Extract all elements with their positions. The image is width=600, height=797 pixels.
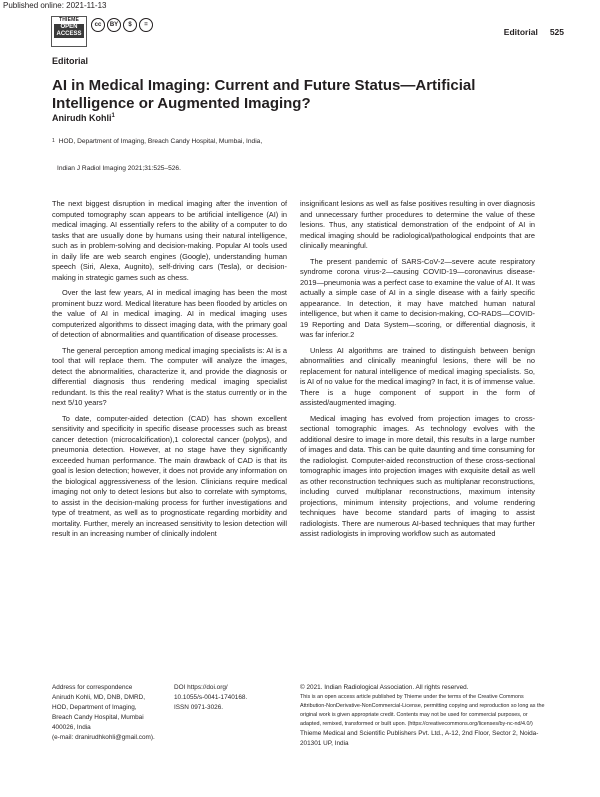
paragraph: Unless AI algorithms are trained to distinguish between benign abnormalities and clinically meaningful lesions, there will be no replacement for natural intelligence of medical imaging specialists. So, is AI of no value for the medical imaging? In fact, it is of immense value. There is a huge component of support in the form of assisted/augmented imaging. <box>300 345 535 407</box>
copyright-block <box>300 683 550 749</box>
correspondence-line: Anirudh Kohli, MD, DNB, DMRD, <box>52 694 146 701</box>
article-title: AI in Medical Imaging: Current and Future Status—Artificial Intelligence or Augmented Imaging? <box>52 77 476 112</box>
body-column-left <box>52 199 287 545</box>
correspondence-email: (e-mail: dranirudhkohli@gmail.com). <box>52 734 155 741</box>
issn: ISSN 0971-3026. <box>174 704 224 711</box>
paragraph: Medical imaging has evolved from projection images to cross-sectional tomographic images. As technology evolves with the additional desire to image in more detail, this results in a large number of images and data. This can be quite daunting and time consuming for the radiologist. Computer-aided reconstruction of these cross-sectional tomographic images into projection images with exquisite detail as well as other reconstruction techniques such as multiplanar reconstructions, including curved multiplanar reconstructions, maximum intensity projections, minimum intensity projections, and volume rendering techniques have become standard parts of imaging to assist radiologists. There are numerous AI-based techniques that may further assist radiologists in improving workflow such as automated <box>300 413 535 538</box>
author-affil-marker: 1 <box>111 113 115 119</box>
paragraph: The general perception among medical imaging specialists is: AI is a tool that will replace them. The computer will analyze the images, detect the abnormalities, characterize it, and provide the diagnosis or differential diagnosis thus rendering medical imaging specialist redundant. Is this the real reality? What is the status currently or in the next 5/10 years? <box>52 345 287 407</box>
affiliation-text: HOD, Department of Imaging, Breach Candy Hospital, Mumbai, India, <box>58 138 263 145</box>
published-date: Published online: 2021-11-13 <box>3 1 107 10</box>
section-label: Editorial <box>52 56 89 66</box>
affiliation <box>52 137 299 147</box>
correspondence-line: 400026, India <box>52 724 91 731</box>
paragraph: To date, computer-aided detection (CAD) has shown excellent sensitivity and specificity in specific disease processes such as breast cancer detection (microcalcification),1 colorectal cancer (polyps), and pneumonia detection. However, at no stage have they significantly exceeded human performance. The main drawback of CAD is that its goal is lesion detection; however, it does not provide any information on the biological aggressiveness of the lesion. Clinicians require medical imaging not only to detect lesions but also to correlate with symptoms, to assist in the decision-making process for further investigations and type of treatment, as well as to prognosticate regarding morbidity and mortality. Further, merely an increased sensitivity to lesion detection will result in an increasing number of clinically indolent <box>52 413 287 538</box>
doi-label: DOI <box>174 684 186 691</box>
license-text: This is an open access article published by Thieme under the terms of the Creative Commons Attribution-NonDerivative-NonCommercial-License, permitting copying and reproduction so long as the original work is given appropriate credit. Contents may not be used for commercial purposes, or adapted, remixed, transformed or built upon. (https://creativecommons.org/licenses/by-nc-nd/4.0/) <box>300 694 545 727</box>
copyright: © 2021. Indian Radiological Association. All rights reserved. <box>300 684 469 691</box>
correspondence-line: Breach Candy Hospital, Mumbai <box>52 714 144 721</box>
doi-link[interactable]: https://doi.org/ <box>187 684 228 691</box>
affiliation-number: 1 <box>52 138 55 144</box>
body-column-right <box>300 199 535 545</box>
author <box>52 113 115 123</box>
cc-icon: cc <box>91 18 105 32</box>
nd-icon: = <box>139 18 153 32</box>
creative-commons-icons <box>91 18 153 32</box>
running-header-section: Editorial <box>503 27 538 37</box>
by-icon: BY <box>107 18 121 32</box>
logo-open-access-box <box>54 24 84 38</box>
paragraph: The next biggest disruption in medical imaging after the invention of computed tomography scan appears to be artificial intelligence (AI) in medical imaging. AI essentially refers to the ability of a computer to do tasks that are usually done by humans using their natural intelligence, such as in problem-solving and decision-making. Popular AI tools used in daily life are web search engines (Google), understanding human speech (Siri, Alexa, Augnito), self-driving cars (Tesla), or decision-making in strategic games such as chess. <box>52 199 287 282</box>
citation: Indian J Radiol Imaging 2021;31:525–526. <box>57 165 181 172</box>
logo-open-text: OPEN <box>60 24 78 30</box>
paragraph: Over the last few years, AI in medical imaging has been the most prominent buzz word. Medical literature has been flooded by articles on the value of AI in medical imaging. AI in medical imaging uses computerized algorithms to dissect imaging data, with the primary goal of detection of abnormalities and quantification of disease processes. <box>52 288 287 339</box>
correspondence-line: HOD, Department of Imaging, <box>52 704 137 711</box>
thieme-open-access-logo <box>51 16 87 47</box>
nc-icon: $ <box>123 18 137 32</box>
doi-block <box>174 683 284 713</box>
paragraph: insignificant lesions as well as false positives resulting in over diagnosis and unnecessary further procedures to determine the value of these lesions. Thus, any statistical demonstration of the endpoint of AI in medical imaging should be radiological/pathological endpoints that are clinically meaningful. <box>300 199 535 250</box>
logo-access-text: ACCESS <box>56 31 82 37</box>
running-header <box>504 27 564 37</box>
paragraph: The present pandemic of SARS-CoV-2—severe acute respiratory syndrome corona virus-2—causing COVID-19—coronavirus disease-2019—pneumonia was a perfect case to examine the value of AI. It was actually a simple case of AI in a single disease with a fairly specific appearance. In detection, it may have matched human natural intelligence, but when it came to decision-making, CO-RADS—COVID-19 Reporting and Data System—scoring, or differential diagnosis, it was far inferior.2 <box>300 256 535 339</box>
doi-value: 10.1055/s-0041-1740168. <box>174 694 248 701</box>
correspondence-label: Address for correspondence <box>52 684 133 691</box>
publisher: Thieme Medical and Scientific Publishers Pvt. Ltd., A-12, 2nd Floor, Sector 2, Noida-201301 UP, India <box>300 730 539 747</box>
correspondence-block <box>52 683 172 743</box>
page-number: 525 <box>549 27 564 37</box>
author-name: Anirudh Kohli <box>52 113 112 123</box>
logo-thieme-text: THIEME <box>58 17 80 23</box>
